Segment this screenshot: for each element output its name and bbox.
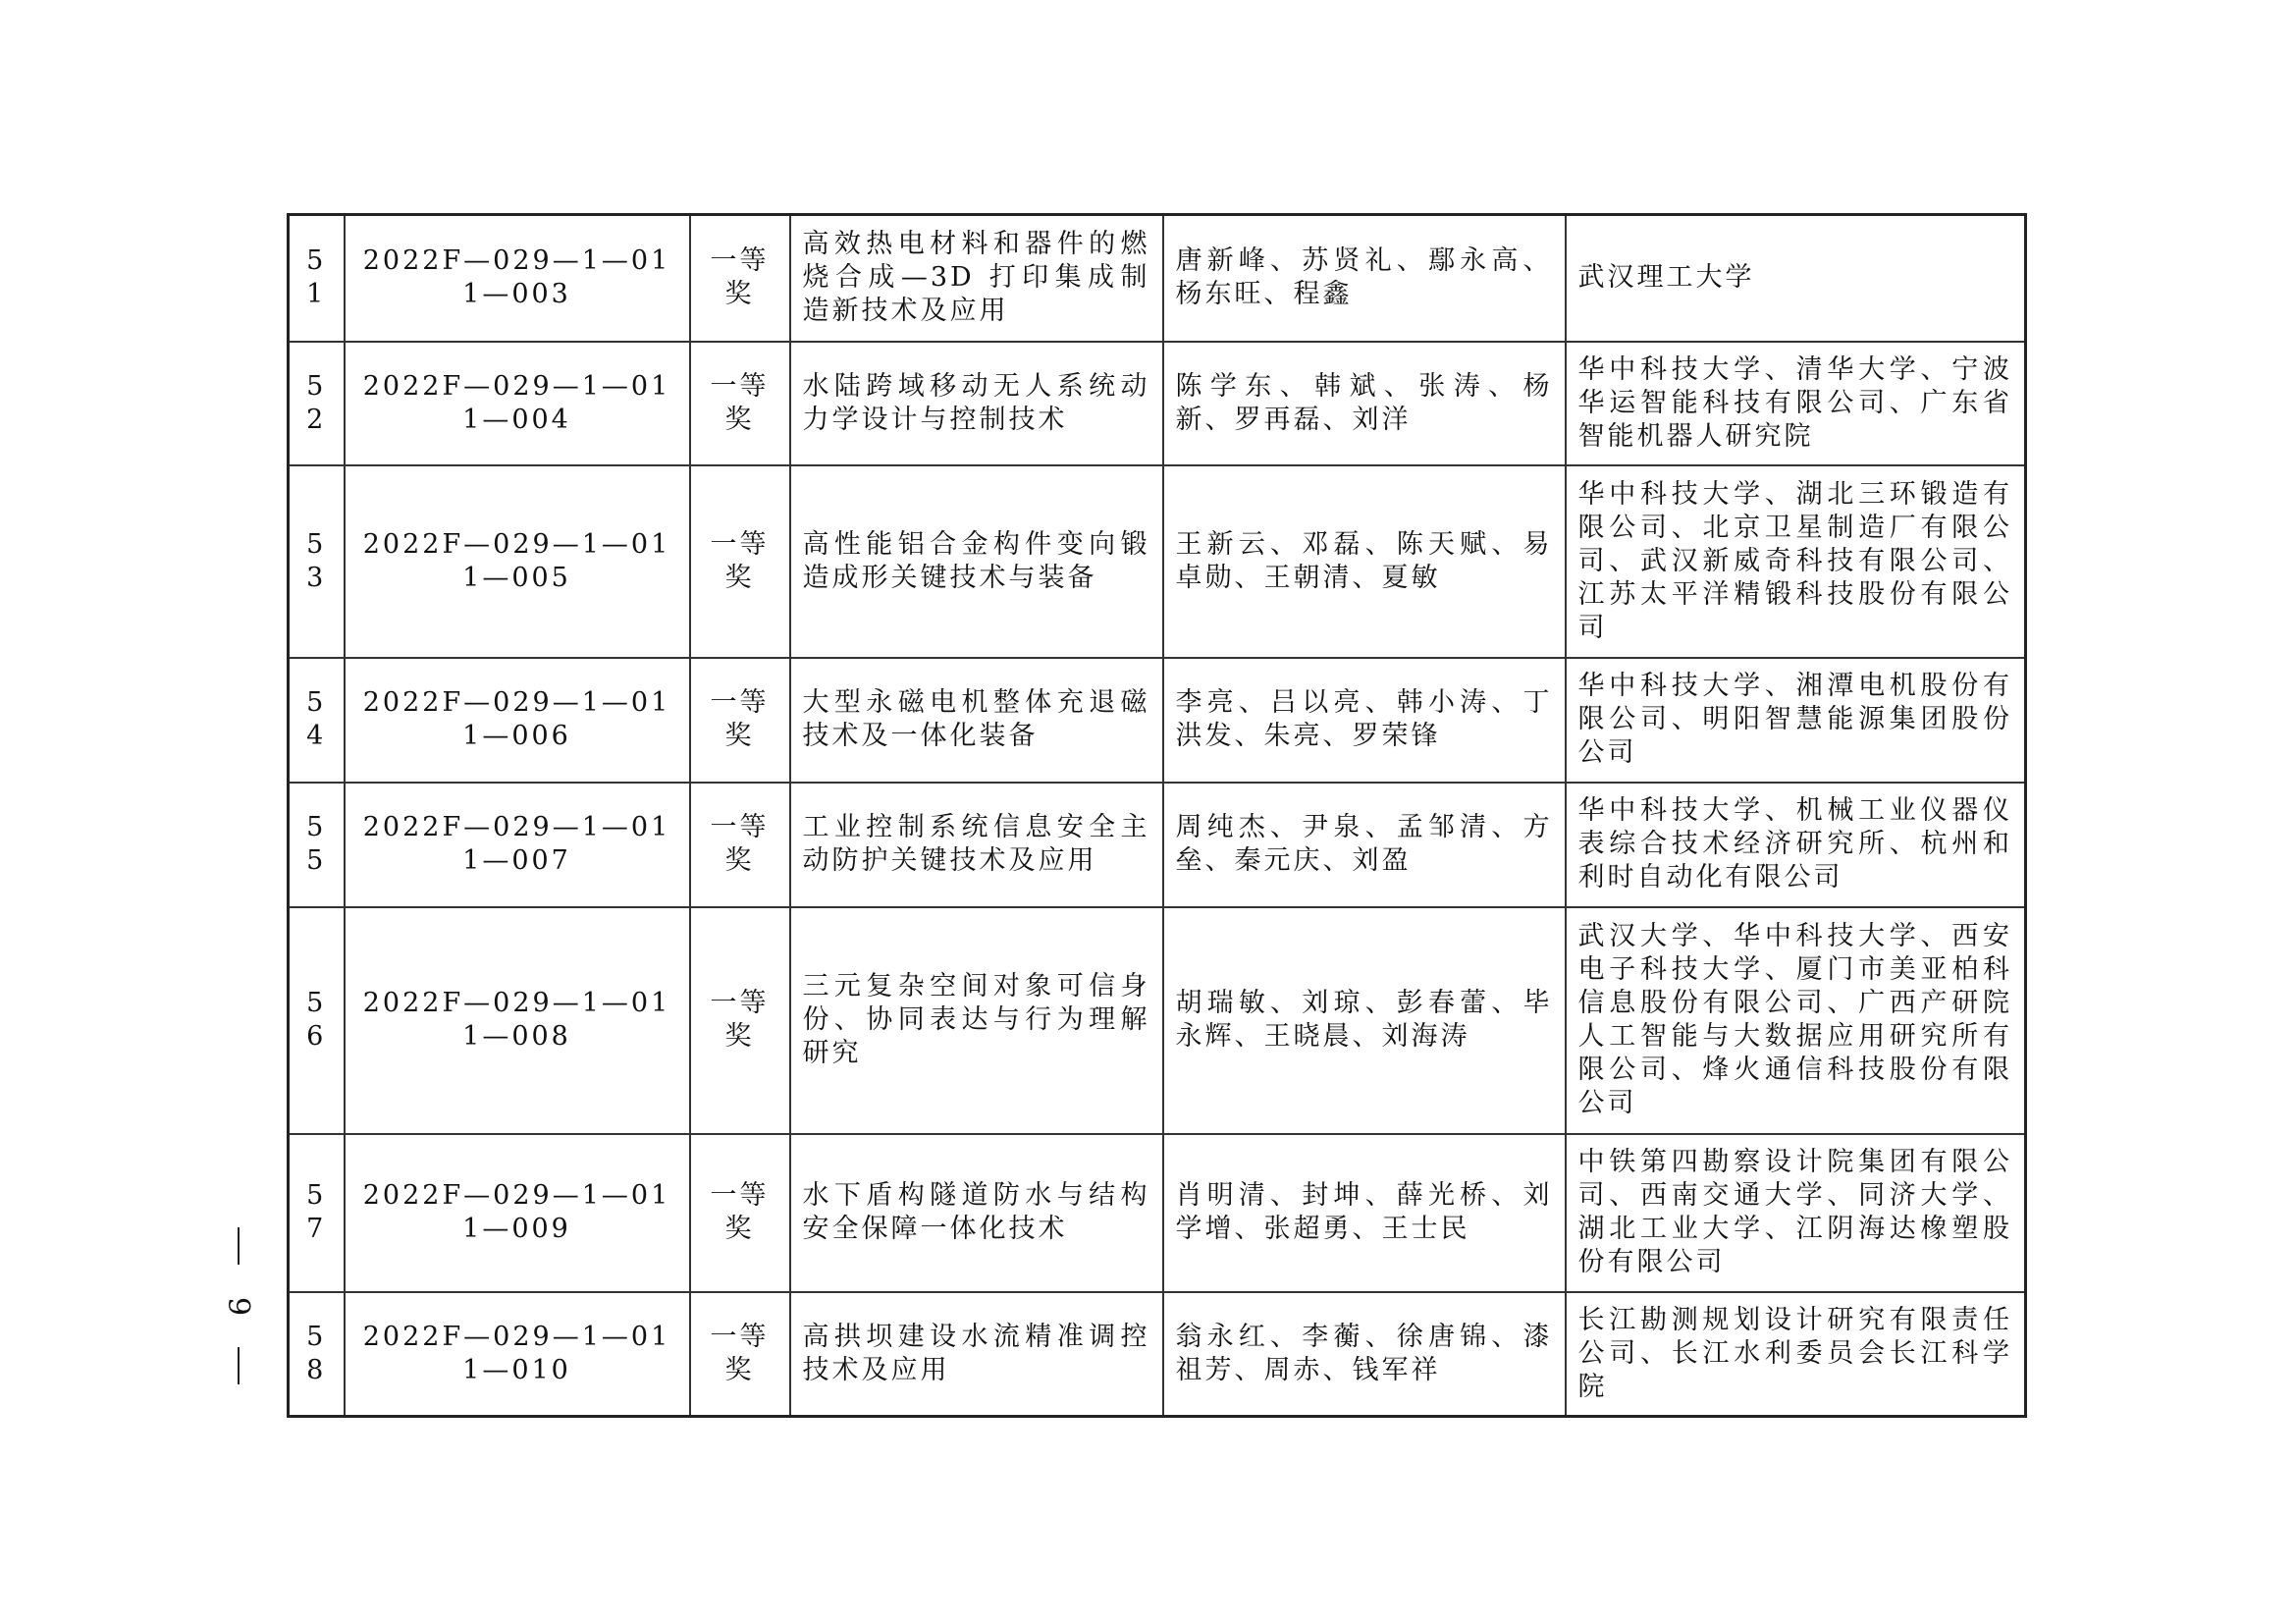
table-row (289, 907, 2026, 1134)
completing-units: 华中科技大学、湖北三环锻造有限公司、北京卫星制造厂有限公司、武汉新威奇科技有限公司、江苏太平洋精锻科技股份有限公司 (1566, 465, 2026, 658)
completing-units: 华中科技大学、清华大学、宁波华运智能科技有限公司、广东省智能机器人研究院 (1566, 342, 2026, 465)
page-number-dash-bottom (238, 1347, 240, 1384)
award-grade: 一等奖 (690, 215, 790, 342)
project-name: 大型永磁电机整体充退磁技术及一体化装备 (790, 658, 1163, 783)
page-number-value: 9 (221, 1296, 256, 1316)
project-name: 高效热电材料和器件的燃烧合成—3D 打印集成制造新技术及应用 (790, 215, 1163, 342)
awards-table (287, 213, 2027, 1418)
project-code: 2022F—029—1—011—007 (345, 783, 690, 907)
project-name: 高拱坝建设水流精准调控技术及应用 (790, 1292, 1163, 1417)
table-row (289, 465, 2026, 658)
project-name: 水陆跨域移动无人系统动力学设计与控制技术 (790, 342, 1163, 465)
completers: 肖明清、封坤、薛光桥、刘学增、张超勇、王士民 (1163, 1134, 1566, 1292)
table-row (289, 342, 2026, 465)
completing-units: 长江勘测规划设计研究有限责任公司、长江水利委员会长江科学院 (1566, 1292, 2026, 1417)
row-number: 51 (289, 215, 345, 342)
row-number: 58 (289, 1292, 345, 1417)
row-number: 52 (289, 342, 345, 465)
completing-units: 华中科技大学、机械工业仪器仪表综合技术经济研究所、杭州和利时自动化有限公司 (1566, 783, 2026, 907)
row-number: 55 (289, 783, 345, 907)
project-code: 2022F—029—1—011—004 (345, 342, 690, 465)
project-code: 2022F—029—1—011—005 (345, 465, 690, 658)
award-grade: 一等奖 (690, 907, 790, 1134)
project-code: 2022F—029—1—011—003 (345, 215, 690, 342)
award-grade: 一等奖 (690, 1134, 790, 1292)
award-grade: 一等奖 (690, 342, 790, 465)
completers: 周纯杰、尹泉、孟邹清、方垒、秦元庆、刘盈 (1163, 783, 1566, 907)
project-name: 三元复杂空间对象可信身份、协同表达与行为理解研究 (790, 907, 1163, 1134)
project-code: 2022F—029—1—011—010 (345, 1292, 690, 1417)
table-row (289, 658, 2026, 783)
award-grade: 一等奖 (690, 783, 790, 907)
completers: 翁永红、李蘅、徐唐锦、漆祖芳、周赤、钱军祥 (1163, 1292, 1566, 1417)
completing-units: 华中科技大学、湘潭电机股份有限公司、明阳智慧能源集团股份公司 (1566, 658, 2026, 783)
completers: 王新云、邓磊、陈天赋、易卓勋、王朝清、夏敏 (1163, 465, 1566, 658)
completers: 陈学东、韩斌、张涛、杨新、罗再磊、刘洋 (1163, 342, 1566, 465)
project-name: 工业控制系统信息安全主动防护关键技术及应用 (790, 783, 1163, 907)
table-row (289, 783, 2026, 907)
project-name: 水下盾构隧道防水与结构安全保障一体化技术 (790, 1134, 1163, 1292)
row-number: 53 (289, 465, 345, 658)
table-row (289, 215, 2026, 342)
completers: 李亮、吕以亮、韩小涛、丁洪发、朱亮、罗荣锋 (1163, 658, 1566, 783)
completing-units: 武汉理工大学 (1566, 215, 2026, 342)
project-code: 2022F—029—1—011—008 (345, 907, 690, 1134)
award-grade: 一等奖 (690, 465, 790, 658)
project-name: 高性能铝合金构件变向锻造成形关键技术与装备 (790, 465, 1163, 658)
completers: 胡瑞敏、刘琼、彭春蕾、毕永辉、王晓晨、刘海涛 (1163, 907, 1566, 1134)
row-number: 56 (289, 907, 345, 1134)
award-grade: 一等奖 (690, 658, 790, 783)
page-number-dash-top (238, 1227, 240, 1265)
table-row (289, 1292, 2026, 1417)
award-grade: 一等奖 (690, 1292, 790, 1417)
page-number (214, 1227, 263, 1384)
table-row (289, 1134, 2026, 1292)
completing-units: 武汉大学、华中科技大学、西安电子科技大学、厦门市美亚柏科信息股份有限公司、广西产研院人工智能与大数据应用研究所有限公司、烽火通信科技股份有限公司 (1566, 907, 2026, 1134)
project-code: 2022F—029—1—011—009 (345, 1134, 690, 1292)
completing-units: 中铁第四勘察设计院集团有限公司、西南交通大学、同济大学、湖北工业大学、江阴海达橡塑股份有限公司 (1566, 1134, 2026, 1292)
row-number: 57 (289, 1134, 345, 1292)
project-code: 2022F—029—1—011—006 (345, 658, 690, 783)
row-number: 54 (289, 658, 345, 783)
completers: 唐新峰、苏贤礼、鄢永高、杨东旺、程鑫 (1163, 215, 1566, 342)
